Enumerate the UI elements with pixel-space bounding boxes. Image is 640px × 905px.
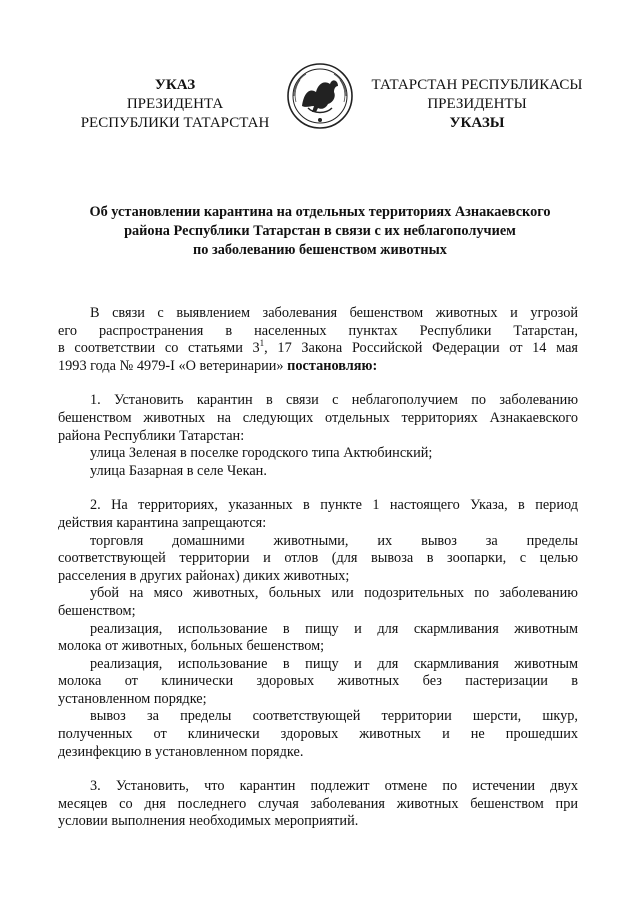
intro-text: , 17 Закона Российской Федерации от 14 мая	[264, 340, 578, 357]
item-1	[58, 392, 578, 480]
item-1-line: 1. Установить карантин в связи с неблагополучием по заболеванию	[90, 392, 578, 409]
title-line: по заболеванию бешенством животных	[193, 242, 447, 258]
ban-line: вывоз за пределы соответствующей территории шерсти, шкур,	[90, 708, 578, 725]
intro-line: его распространения в населенных пунктах Республики Татарстан,	[58, 322, 578, 339]
ban-line: расселения в других районах) диких животных;	[58, 567, 350, 584]
intro-line	[58, 358, 578, 376]
tatarstan-emblem-icon	[286, 62, 354, 130]
ban-line: бешенством;	[58, 602, 136, 619]
title-line: Об установлении карантина на отдельных территориях Азнакаевского	[89, 204, 551, 220]
ban-line: реализация, использование в пищу и для скармливания животным	[90, 655, 578, 672]
item-2-line: действия карантина запрещаются:	[58, 514, 267, 531]
item-1-street: улица Базарная в селе Чекан.	[90, 462, 267, 479]
header-right	[357, 76, 597, 133]
ban-line: установленном порядке;	[58, 690, 207, 707]
ban-line: дезинфекцию в установленном порядке.	[58, 743, 304, 760]
ban-line: убой на мясо животных, больных или подозрительных по заболеванию	[90, 585, 578, 602]
intro-decree-word: постановляю:	[287, 357, 378, 374]
ban-line: полученных от клинически здоровых животных и не прошедших	[58, 726, 578, 743]
ban-line: реализация, использование в пищу и для скармливания животным	[90, 620, 578, 637]
item-3-line: 3. Установить, что карантин подлежит отмене по истечении двух	[90, 778, 578, 795]
header-right-line: ПРЕЗИДЕНТЫ	[427, 96, 527, 112]
title-line: района Республики Татарстан в связи с их неблагополучием	[124, 223, 516, 239]
document-title	[60, 203, 580, 260]
item-2-line: 2. На территориях, указанных в пункте 1 настоящего Указа, в период	[90, 497, 578, 514]
item-2	[58, 497, 578, 761]
item-1-line: района Республики Татарстан:	[58, 427, 245, 444]
ban-line: соответствующей территории и отлов (для вывоза в зоопарки, с целью	[58, 550, 578, 567]
intro-text: 1993 года № 4979-I «О ветеринарии»	[58, 357, 284, 374]
header-left-title: УКАЗ	[154, 77, 196, 93]
item-1-line: бешенством животных на следующих отдельных территориях Азнакаевского	[58, 409, 578, 426]
item-1-street: улица Зеленая в поселке городского типа Актюбинский;	[90, 445, 433, 462]
header-left-line: РЕСПУБЛИКИ ТАТАРСТАН	[80, 115, 270, 131]
intro-line	[58, 340, 578, 358]
item-3	[58, 778, 578, 831]
ban-line: молока от животных, больных бешенством;	[58, 638, 325, 655]
intro-paragraph	[58, 305, 578, 375]
document-body	[58, 305, 578, 831]
item-3-line: условии выполнения необходимых мероприятий.	[58, 813, 359, 830]
header-right-title: УКАЗЫ	[449, 115, 505, 131]
item-3-line: месяцев со дня последнего случая заболевания животных бешенством при	[58, 795, 578, 812]
header-right-line: ТАТАРСТАН РЕСПУБЛИКАСЫ	[371, 77, 583, 93]
header-left-line: ПРЕЗИДЕНТА	[126, 96, 224, 112]
ban-line: молока от клинически здоровых животных без пастеризации в	[58, 673, 578, 690]
ban-line: торговля домашними животными, их вывоз за пределы	[90, 532, 578, 549]
intro-superscript: 1	[259, 338, 265, 349]
intro-text: в соответствии со статьями 3	[58, 340, 260, 357]
header-left	[60, 76, 290, 133]
intro-line: В связи с выявлением заболевания бешенством животных и угрозой	[90, 305, 578, 321]
